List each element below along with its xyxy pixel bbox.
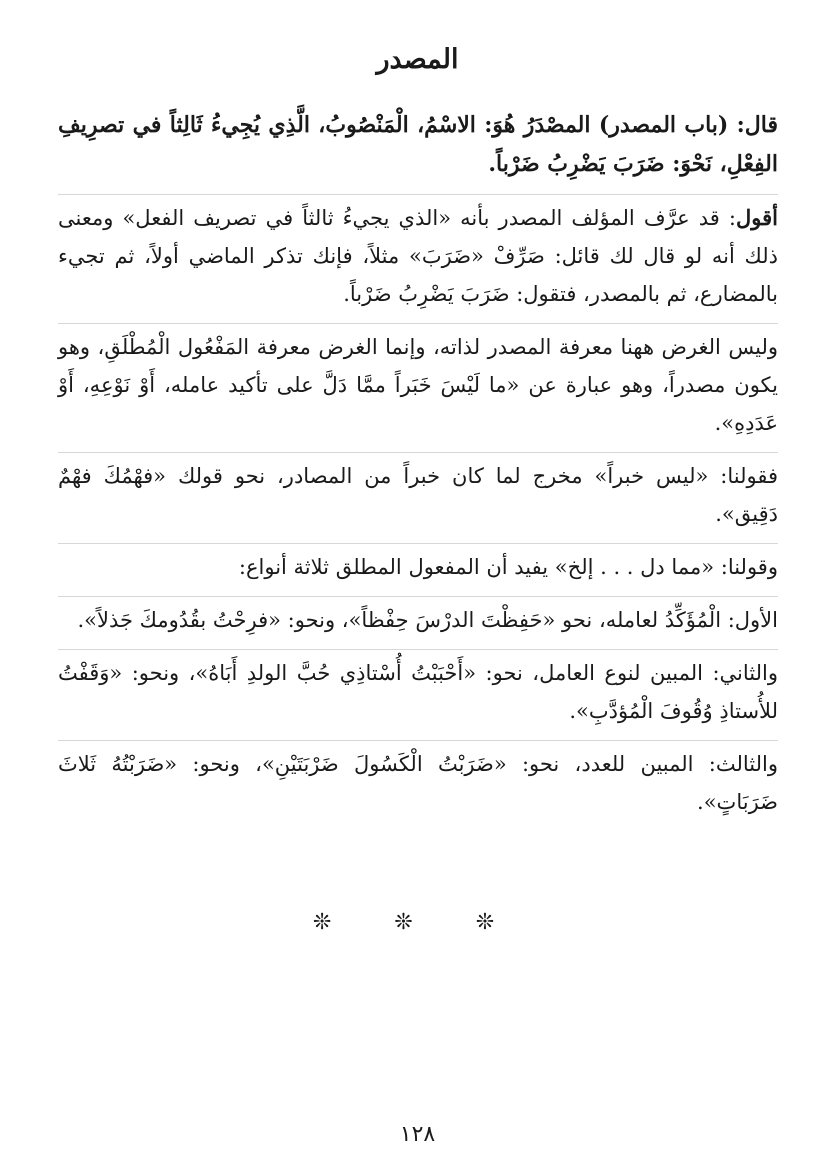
paragraph-text: والثاني: المبين لنوع العامل، نحو: «أَحْبَبْتُ أُسْتاذِي حُبَّ الولدِ أَبَاهُ»، ونحو: «وَقَفْتُ للأُستاذِ وُقُوفَ الْمُؤدَّبِ». [58, 661, 778, 723]
paragraph-text: الأول: الْمُؤَكِّدُ لعامله، نحو «حَفِظْتَ الدرْسَ حِفْظاً»، ونحو: «فرِحْتُ بقُدُومكَ جَذلاً». [77, 608, 778, 632]
page-number: ١٢٨ [399, 1122, 436, 1147]
paragraph-matn [58, 106, 778, 194]
paragraph-text: فقولنا: «ليس خبراً» مخرج لما كان خبراً من المصادر، نحو قولك «فهْمُكَ فهْمٌ دَقِيق». [58, 464, 778, 526]
paragraph-text: وقولنا: «مما دل . . . إلخ» يفيد أن المفعول المطلق ثلاثة أنواع: [238, 555, 778, 579]
paragraph-third-type [58, 740, 778, 831]
paragraph-mafool-mutlaq [58, 323, 778, 452]
body-text [58, 106, 778, 831]
paragraph-text: وليس الغرض ههنا معرفة المصدر لذاته، وإنما الغرض معرفة المَفْعُول الْمُطْلَقِ، وهو يكون مصدراً، وهو عبارة عن «ما لَيْسَ خَبَراً ممَّا دَلَّ على تأكيد عامله، أَوْ نَوْعِهِ، أَوْ عَدَدِهِ». [58, 335, 778, 435]
paragraph-laysa-khabaran [58, 452, 778, 543]
page-title: المصدر [376, 44, 459, 75]
paragraph-text: : قد عرَّف المؤلف المصدر بأنه «الذي يجيءُ ثالثاً في تصريف الفعل» ومعنى ذلك أنه لو قال لك قائل: صَرِّفْ «ضَرَبَ» مثلاً، فإنك تذكر الماضي أولاً، ثم تجيء بالمضارع، ثم بالمصدر، فتقول: ضَرَبَ يَضْرِبُ ضَرْباً. [58, 206, 778, 306]
paragraph-three-types [58, 543, 778, 596]
section-separator: ❊ ❊ ❊ [312, 910, 523, 935]
paragraph-second-type [58, 649, 778, 740]
paragraph-first-type [58, 596, 778, 649]
paragraph-lead-word: أقول [736, 205, 778, 230]
paragraph-text: والثالث: المبين للعدد، نحو: «ضَرَبْتُ الْكَسُولَ ضَرْبَتَيْنِ»، ونحو: «ضَرَبْتُهُ ثَلاثَ ضَرَبَاتٍ». [58, 752, 778, 814]
paragraph-text: قال: (باب المصدر) المصْدَرُ هُوَ: الاسْمُ، الْمَنْصُوبُ، الَّذِي يُجِيءُ ثَالِثاً في تصرِيفِ الفِعْلِ، نَحْوَ: ضَرَبَ يَضْرِبُ ضَرْباً. [58, 112, 778, 177]
paragraph-commentary-intro [58, 194, 778, 323]
